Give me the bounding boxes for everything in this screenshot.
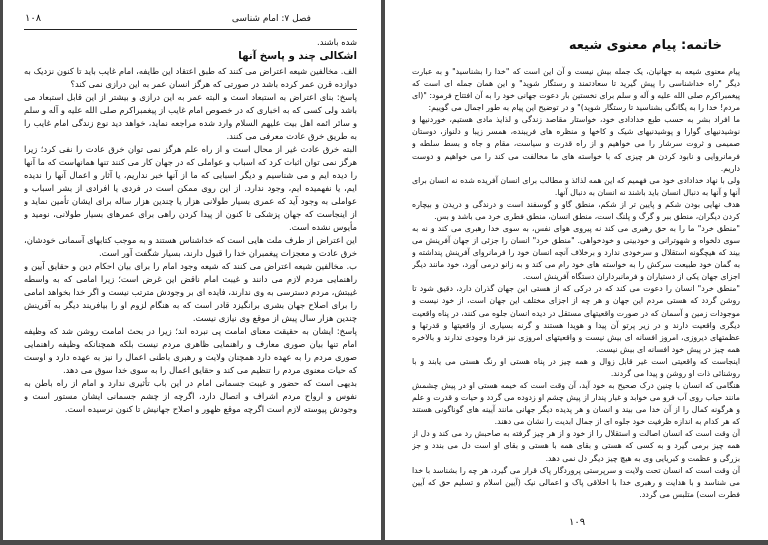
paragraph: ب. مخالفین شیعه اعتراض می کنند که شیعه وجود امام را برای بیان احکام دین و حقایق آیین و راهنمایی مردم لازم می دانند و غیبت امام ناقض این غرض است؛ زیرا امامی که به واسطه غیبتش، مردم دسترسی به وی ندارند، فایده ای بر وجودش مترتب نیست و اگر خدا بخواهد امامی را برای اصلاح جهان بشری برانگیزد قادر است که به هنگام لزوم او را بیافریند دیگر به آفرینش چندین هزار سال پیش از موقع وی نیازی نیست. <box>24 261 357 324</box>
page-number: ۱۰۹ <box>569 517 586 528</box>
running-head: فصل ۷: امام شناسی <box>231 14 311 24</box>
paragraph: پاسخ: بنای اعتراض به استبعاد است و البته عمر به این درازی و بیشتر از این قابل استبعاد می باشد ولی کسی که به اخباری که در خصوص امام غایب از پیغمبراکرم صلی الله علیه و آله و سلم و سائر ائمه اهل بیت علیهم السلام وارد شده مراجعه نماید، خواهد دید نوع زندگی امام غایب را به طریق خرق عادت معرفی می کنند. <box>24 91 357 141</box>
paragraph: "منطق خرد" ما را به حق رهبری می کند نه پیروی هوای نفس، به سوی خدا رهبری می کند و نه به سوی دلخواه و شهوترانی و خودبینی و خودخواهی. "منطق خرد" انسان را جزئی از جهان آفرینش می بیند که هیچگونه استقلال و سرخودی ندارد و برخلاف آنچه انسان خود را فرمانروای آفرینش پنداشته و به گمان خود طبیعت سرکش را به خواسته های خود رام می کند و به زانو درمی آورد، خود مانند دیگر اجزای جهان یکی از دستیاران و فرمانبرداران دستگاه آفرینش است. <box>412 224 740 282</box>
paragraph: ما افراد بشر به حسب طبع خدادادی خود، خواستار مقاصد زندگی و لذایذ مادی هستیم، خوردنیها و نوشیدنیهای گوارا و پوشیدنیهای شیک و کاخها و منظره های فریبنده، همسر زیبا و دلنواز، دوستان صمیمی و ثروت سرشار را می خواهیم و از راه قدرت و سیاست، مقام و جاه و بسط سلطه و فرمانروایی و نابود کردن هر چیزی که با خواسته های ما مخالفت می کند را می خواهیم و دوست داریم. <box>412 115 740 173</box>
paragraph: هنگامی که انسان با چنین درک صحیح به خود آید، آن وقت است که خیمه هستی او در پیش چشمش مانند حباب روی آب فرو می خوابد و غبار پندار از پیش چشم او زدوده می گردد و حیات و قدرت و علم و هرگونه کمال را از آن خدا می بیند و انسان و هر پدیده دیگر جهانی مانند آیینه های گوناگونی هستند که هر کدام به اندازه ظرفیت خود جلوه ای از جمال ابدیت را نشان می دهند. <box>412 381 740 427</box>
paragraph: پاسخ: ایشان به حقیقت معنای امامت پی نبرده اند؛ زیرا در بحث امامت روشن شد که وظیفه امام تنها بیان صوری معارف و راهنمایی ظاهری مردم نیست بلکه همچنانکه وظیفه راهنمایی صوری مردم را به عهده دارد همچنان ولایت و رهبری باطنی اعمال را نیز به عهده دارد و اوست که حیات معنوی مردم را تنظیم می کند و حقایق اعمال را به سوی خدا سوق می دهد. <box>24 326 357 376</box>
header-rule <box>24 29 357 30</box>
section-heading: اشکالی چند و پاسخ آنها <box>238 50 357 63</box>
paragraph: هدف نهایی بودن شکم و پایین تر از شکم، منطق گاو و گوسفند است و درندگی و دریدن و بیچاره کردن دیگران، منطق ببر و گرگ و پلنگ است، منطق انسان، منطق فطری خرد می باشد و بس. <box>412 199 740 221</box>
left-text-block <box>24 36 357 416</box>
paragraph: این اعتراض از طرف ملت هایی است که خداشناس هستند و به موجب کتابهای آسمانی خودشان، خرق عادت و معجزات پیغمبران خدا را قبول دارند، بسیار شگفت آور است. <box>24 235 357 259</box>
right-page <box>385 0 768 540</box>
paragraph: البته خرق عادت غیر از محال است و از راه علم هرگز نمی توان خرق عادت را نفی کرد؛ زیرا هرگز نمی توان اثبات کرد که اسباب و عواملی که در جهان کار می کنند تنها همانهاست که ما آنها را دیده ایم و می شناسیم و دیگر اسبابی که ما از آنها خبر نداریم، یا آثار و اعمال آنها را ندیده ایم، یا نفهمیده ایم، وجود ندارد. از این روی ممکن است در فردی یا افرادی از بشر اسباب و عواملی به وجود آید که عمری بسیار طولانی هزار یا چندین هزار ساله برای ایشان تأمین نماید و از اینجاست که جهان پزشکی تا کنون از پیدا کردن راهی برای عمرهای بسیار طولانی، نومید و مأیوس نشده است. <box>24 143 357 233</box>
paragraph: ولی با نهاد خدادادی خود می فهمیم که این همه لذائذ و مطالب برای انسان آفریده شده نه انسان برای آنها و آنها به دنبال انسان باید باشند نه انسان به دنبال آنها. <box>412 175 740 197</box>
paragraph: آن وقت است که انسان تحت ولایت و سرپرستی پروردگار پاک قرار می گیرد، هر چه را بشناسد با خدا می شناسد و با هدایت و رهبری خدا با اخلاقی پاک و اعمالی نیک (آیین اسلام و تسلیم حق که آیین فطرت است) متلبس می گردد. <box>412 465 740 499</box>
right-text-block <box>412 66 740 510</box>
paragraph: "منطق خرد" انسان را دعوت می کند که در درکی که از هستی این جهان گذران دارد، دقیق شود تا روشن گردد که هستی مردم این جهان و هر چه از اجزای مختلف این جهان است، از خود نیست و موجودات زمین و آسمان که در صورت واقعیتهای مستقل در دیده انسان جلوه می کنند، در پناه واقعیت دیگری واقعیت دارند و در زیر پرتو آن پیدا و هویدا هستند و گرنه بسیاری از واقعیتها و قدرتها و عظمتهای دیروزی، امروز افسانه ای بیش نیست و واقعیتهای امروزی نیز فردا وجودی ندارند و بالاخره همه چیز در پیش خود افسانه ای بیش نیست. <box>412 284 740 354</box>
page-number: ۱۰۸ <box>25 13 42 24</box>
paragraph: پیام معنوی شیعه به جهانیان، یک جمله بیش نیست و آن این است که "خدا را بشناسید" و به عبارت دیگر "راه خداشناسی را پیش گیرید تا سعادتمند و رستگار شوید" و این همان جمله ای است که پیغمبراکرم صلی الله علیه و آله و سلم برای نخستین بار دعوت جهانی خود را به آن افتتاح فرمود: "(ای مردم! خدا را به یگانگی بشناسید تا رستگار شوید)" و در توضیح این پیام به طور اجمال می گوییم: <box>412 67 740 113</box>
paragraph: الف. مخالفین شیعه اعتراض می کنند که طبق اعتقاد این طایفه، امام غایب باید تا کنون نزدیک به دوازده قرن عمر کرده باشد در صورتی که هرگز انسان عمر به این درازی نمی کند؟ <box>24 65 357 89</box>
left-page <box>3 0 381 540</box>
chapter-heading: خاتمه: پیام معنوی شیعه <box>568 38 722 53</box>
paragraph: اینجاست که واقعیتی است غیر قابل زوال و همه چیز در پناه هستی او رنگ هستی می یابند و با روشنائی ذات او روشن و پیدا می گردند. <box>412 356 740 378</box>
paragraph: آن وقت است که انسان اصالت و استقلال را از خود و از هر چیز گرفته به صاحبش رد می کند و دل از همه چیز برمی گیرد و به کسی که هستی و بقای همه با هستی و بقای او است دل می بندد و جز بزرگی و عظمت و کبریایی وی به هیچ چیز دیگر دل نمی دهد. <box>412 429 740 463</box>
continuation-line: شده باشند. <box>317 37 357 47</box>
paragraph: بدیهی است که حضور و غیبت جسمانی امام در این باب تأثیری ندارد و امام از راه باطن به نفوس و ارواح مردم اشراف و اتصال دارد، اگرچه از چشم جسمانی ایشان مستور است و وجودش پیوسته لازم است اگرچه موقع ظهور و اصلاح جهانیش تا کنون نرسیده است. <box>24 378 357 415</box>
